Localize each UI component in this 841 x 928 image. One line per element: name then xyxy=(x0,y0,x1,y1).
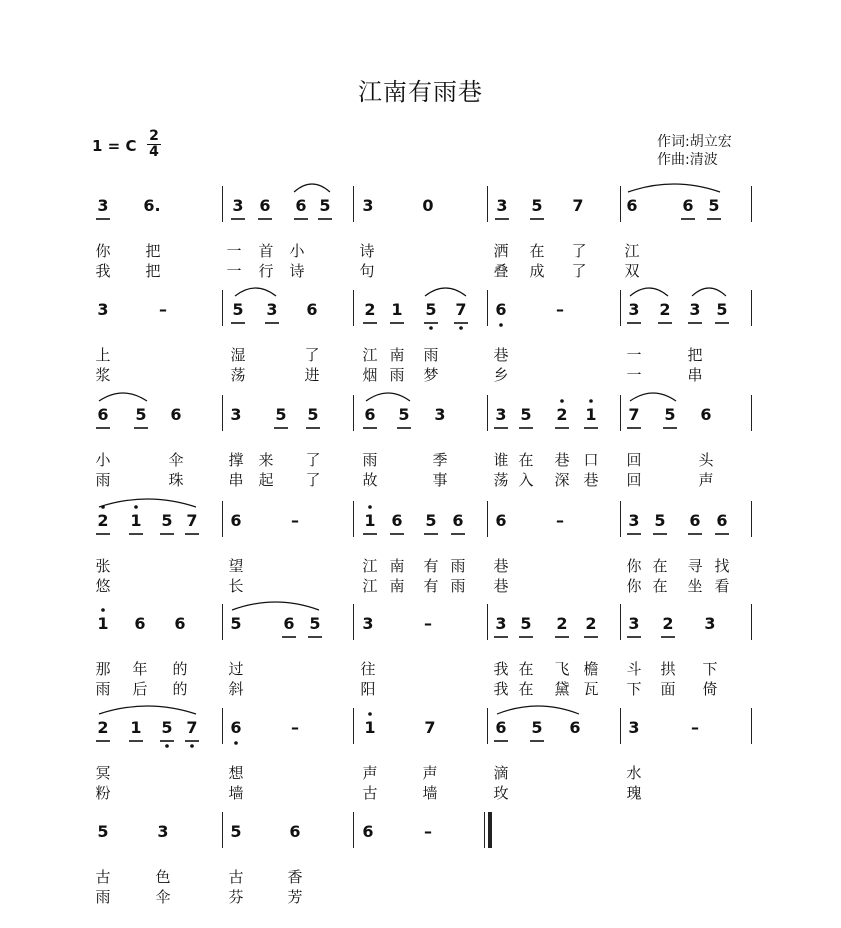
lyric-verse-1: 雨 xyxy=(423,346,439,364)
lyric-verse-2: 成 xyxy=(529,262,545,280)
note: 5 xyxy=(664,405,676,424)
note: 6 xyxy=(452,511,464,530)
lyric-verse-2: 起 xyxy=(258,471,274,489)
lyric-verse-2: 一 xyxy=(626,366,642,384)
note: 6 xyxy=(230,718,242,737)
slur xyxy=(235,288,276,296)
slur xyxy=(425,288,466,296)
lyric-verse-1: 滴 xyxy=(493,764,509,782)
lyric-verse-1: 了 xyxy=(304,346,320,364)
lyric-verse-1: 巷 xyxy=(493,346,509,364)
octave-down-dot xyxy=(190,744,194,748)
lyric-verse-2: 长 xyxy=(228,577,244,595)
lyric-verse-1: 上 xyxy=(95,346,111,364)
lyric-verse-1: 古 xyxy=(228,868,244,886)
time-signature-bottom: 4 xyxy=(149,144,159,160)
lyric-verse-2: 巷 xyxy=(583,471,599,489)
octave-up-dot xyxy=(368,505,372,509)
octave-up-dot xyxy=(560,399,564,403)
time-signature-top: 2 xyxy=(149,128,159,144)
note: 5 xyxy=(232,300,244,319)
note: 6 xyxy=(134,614,146,633)
lyric-verse-2: 回 xyxy=(626,471,642,489)
note: 6 xyxy=(569,718,581,737)
lyric-verse-1: 小 xyxy=(289,242,305,260)
octave-down-dot xyxy=(459,326,463,330)
note: 3 xyxy=(689,300,701,319)
lyric-verse-2: 事 xyxy=(432,471,448,489)
lyric-verse-1: 江 xyxy=(624,242,640,260)
note: – xyxy=(556,511,564,530)
lyric-verse-2: 在 xyxy=(518,680,534,698)
slur xyxy=(366,393,410,401)
note: – xyxy=(291,511,299,530)
note: 3 xyxy=(97,300,109,319)
lyric-verse-2: 我 xyxy=(95,262,111,280)
lyric-verse-1: 南 xyxy=(389,346,405,364)
note: 5 xyxy=(230,822,242,841)
lyric-verse-1: 雨 xyxy=(362,451,378,469)
note: 1 xyxy=(97,614,109,633)
note: 2 xyxy=(97,511,109,530)
lyric-verse-1: 在 xyxy=(529,242,545,260)
lyric-verse-2: 烟 xyxy=(362,366,378,384)
note: 6 xyxy=(230,511,242,530)
lyric-verse-2: 下 xyxy=(626,680,642,698)
lyric-verse-1: 巷 xyxy=(554,451,570,469)
slur xyxy=(497,706,579,714)
lyric-verse-2: 入 xyxy=(518,471,534,489)
note: 5 xyxy=(716,300,728,319)
song-title: 江南有雨巷 xyxy=(358,78,483,106)
octave-up-dot xyxy=(589,399,593,403)
lyric-verse-2: 面 xyxy=(660,680,676,698)
lyric-verse-2: 粉 xyxy=(95,784,111,802)
slur xyxy=(628,184,720,192)
lyric-verse-1: 把 xyxy=(687,346,703,364)
lyric-verse-2: 荡 xyxy=(230,366,246,384)
note: – xyxy=(159,300,167,319)
octave-down-dot xyxy=(429,326,433,330)
note: 2 xyxy=(585,614,597,633)
lyric-verse-2: 巷 xyxy=(493,577,509,595)
lyric-verse-1: 年 xyxy=(132,660,148,678)
note: 3 xyxy=(628,511,640,530)
lyric-verse-2: 叠 xyxy=(493,262,509,280)
lyric-verse-1: 江 xyxy=(362,346,378,364)
note: 7 xyxy=(186,718,198,737)
slur xyxy=(630,393,676,401)
lyric-verse-2: 雨 xyxy=(95,471,111,489)
lyric-verse-2: 古 xyxy=(362,784,378,802)
lyric-verse-2: 声 xyxy=(698,471,714,489)
lyric-verse-1: 想 xyxy=(228,764,244,782)
lyric-verse-1: 拱 xyxy=(660,660,676,678)
credits xyxy=(657,133,732,169)
lyric-verse-2: 雨 xyxy=(95,888,111,906)
lyric-verse-2: 进 xyxy=(304,366,320,384)
lyric-verse-1: 冥 xyxy=(95,764,111,782)
note: 2 xyxy=(97,718,109,737)
note: 1 xyxy=(364,718,376,737)
slur xyxy=(294,184,330,192)
note: 6 xyxy=(391,511,403,530)
note: 3 xyxy=(230,405,242,424)
lyric-verse-1: 南 xyxy=(389,557,405,575)
octave-up-dot xyxy=(368,712,372,716)
lyric-verse-1: 张 xyxy=(95,557,111,575)
note: 5 xyxy=(425,511,437,530)
lyric-verse-2: 深 xyxy=(554,471,570,489)
note: 5 xyxy=(97,822,109,841)
lyric-verse-1: 雨 xyxy=(450,557,466,575)
lyric-verse-1: 了 xyxy=(305,451,321,469)
lyric-verse-1: 望 xyxy=(228,557,244,575)
note: – xyxy=(424,822,432,841)
lyric-verse-1: 的 xyxy=(172,660,188,678)
lyric-verse-1: 声 xyxy=(362,764,378,782)
lyric-verse-2: 串 xyxy=(228,471,244,489)
note: 6 xyxy=(97,405,109,424)
lyric-verse-2: 一 xyxy=(226,262,242,280)
slur xyxy=(99,706,196,714)
lyric-verse-2: 雨 xyxy=(450,577,466,595)
lyric-verse-2: 斜 xyxy=(228,680,244,698)
lyric-verse-1: 寻 xyxy=(687,557,703,575)
lyric-verse-2: 阳 xyxy=(360,680,376,698)
octave-down-dot xyxy=(499,323,503,327)
lyric-verse-1: 一 xyxy=(626,346,642,364)
note: 7 xyxy=(628,405,640,424)
lyric-verse-2: 倚 xyxy=(702,680,718,698)
note: 5 xyxy=(708,196,720,215)
note: 0 xyxy=(422,196,434,215)
note: 5 xyxy=(398,405,410,424)
lyric-verse-1: 一 xyxy=(226,242,242,260)
lyric-verse-2: 珠 xyxy=(168,471,184,489)
note: 3 xyxy=(362,196,374,215)
note: 6 xyxy=(700,405,712,424)
note: – xyxy=(424,614,432,633)
lyric-verse-1: 声 xyxy=(422,764,438,782)
note: 7 xyxy=(186,511,198,530)
note: 3 xyxy=(628,718,640,737)
slur xyxy=(232,602,319,610)
lyric-verse-2: 后 xyxy=(132,680,148,698)
note: 5 xyxy=(319,196,331,215)
note: 6 xyxy=(689,511,701,530)
note: 7 xyxy=(572,196,584,215)
note: 2 xyxy=(364,300,376,319)
lyric-verse-1: 把 xyxy=(145,242,161,260)
note: 5 xyxy=(531,718,543,737)
note: 6 xyxy=(283,614,295,633)
note: – xyxy=(691,718,699,737)
note: 1 xyxy=(364,511,376,530)
note: 5 xyxy=(520,614,532,633)
lyric-verse-2: 浆 xyxy=(95,366,111,384)
time-signature xyxy=(146,129,162,160)
lyric-verse-1: 古 xyxy=(95,868,111,886)
note: 6 xyxy=(495,511,507,530)
lyric-verse-1: 那 xyxy=(95,660,111,678)
note: 6 xyxy=(682,196,694,215)
note: 7 xyxy=(424,718,436,737)
row-marks xyxy=(0,176,841,276)
note: 3 xyxy=(704,614,716,633)
lyric-verse-1: 斗 xyxy=(626,660,642,678)
lyric-verse-2: 玫 xyxy=(493,784,509,802)
lyric-verse-1: 找 xyxy=(714,557,730,575)
note: 3 xyxy=(157,822,169,841)
note: 1 xyxy=(391,300,403,319)
lyric-verse-2: 南 xyxy=(389,577,405,595)
lyric-verse-2: 在 xyxy=(652,577,668,595)
lyric-verse-2: 双 xyxy=(624,262,640,280)
note: 2 xyxy=(662,614,674,633)
lyric-verse-1: 你 xyxy=(626,557,642,575)
lyric-verse-1: 你 xyxy=(95,242,111,260)
lyric-verse-2: 伞 xyxy=(155,888,171,906)
note: 5 xyxy=(275,405,287,424)
note: 6 xyxy=(495,300,507,319)
note: 3 xyxy=(266,300,278,319)
lyric-verse-2: 串 xyxy=(687,366,703,384)
lyric-verse-2: 悠 xyxy=(95,577,111,595)
lyric-verse-2: 坐 xyxy=(687,577,703,595)
lyric-verse-1: 首 xyxy=(258,242,274,260)
key-signature: 1 = C xyxy=(92,137,137,155)
lyric-verse-2: 行 xyxy=(258,262,274,280)
lyric-verse-1: 在 xyxy=(518,660,534,678)
note: 6 xyxy=(170,405,182,424)
lyric-verse-1: 诗 xyxy=(359,242,375,260)
lyric-verse-2: 把 xyxy=(145,262,161,280)
note: 5 xyxy=(307,405,319,424)
lyric-verse-2: 了 xyxy=(571,262,587,280)
lyric-verse-2: 黛 xyxy=(554,680,570,698)
lyric-verse-1: 伞 xyxy=(168,451,184,469)
lyric-verse-1: 我 xyxy=(493,660,509,678)
note: 3 xyxy=(97,196,109,215)
lyric-verse-2: 瓦 xyxy=(583,680,599,698)
lyric-verse-1: 色 xyxy=(155,868,171,886)
note: 1 xyxy=(130,511,142,530)
note: 2 xyxy=(659,300,671,319)
note: 3 xyxy=(628,614,640,633)
note: 6 xyxy=(174,614,186,633)
note: 5 xyxy=(425,300,437,319)
lyric-verse-1: 撑 xyxy=(228,451,244,469)
note: 6 xyxy=(716,511,728,530)
note: 6 xyxy=(364,405,376,424)
note: 6. xyxy=(143,196,161,215)
lyric-verse-2: 江 xyxy=(362,577,378,595)
lyric-verse-2: 有 xyxy=(423,577,439,595)
note: 6 xyxy=(289,822,301,841)
composer: 作曲:清波 xyxy=(657,152,718,168)
lyric-verse-2: 的 xyxy=(172,680,188,698)
lyric-verse-2: 雨 xyxy=(95,680,111,698)
lyric-verse-1: 檐 xyxy=(583,660,599,678)
slur xyxy=(630,288,668,296)
slur xyxy=(692,288,726,296)
lyric-verse-2: 墙 xyxy=(422,784,438,802)
lyric-verse-1: 洒 xyxy=(493,242,509,260)
note: 3 xyxy=(362,614,374,633)
lyric-verse-2: 看 xyxy=(714,577,730,595)
lyric-verse-2: 了 xyxy=(305,471,321,489)
note: 3 xyxy=(628,300,640,319)
note: 5 xyxy=(520,405,532,424)
lyric-verse-2: 我 xyxy=(493,680,509,698)
lyric-verse-2: 句 xyxy=(359,262,375,280)
lyric-verse-1: 了 xyxy=(571,242,587,260)
lyric-verse-1: 口 xyxy=(583,451,599,469)
lyric-verse-1: 有 xyxy=(423,557,439,575)
note: 3 xyxy=(496,196,508,215)
lyric-verse-2: 瑰 xyxy=(626,784,642,802)
lyric-verse-2: 芬 xyxy=(228,888,244,906)
lyric-verse-2: 雨 xyxy=(389,366,405,384)
lyric-verse-1: 下 xyxy=(702,660,718,678)
note: 7 xyxy=(455,300,467,319)
lyric-verse-2: 你 xyxy=(626,577,642,595)
lyric-verse-2: 墙 xyxy=(228,784,244,802)
note: 1 xyxy=(585,405,597,424)
lyric-verse-1: 回 xyxy=(626,451,642,469)
lyric-verse-2: 乡 xyxy=(493,366,509,384)
octave-up-dot xyxy=(134,505,138,509)
note: 6 xyxy=(626,196,638,215)
note: 5 xyxy=(161,718,173,737)
note: 5 xyxy=(135,405,147,424)
row-marks xyxy=(0,802,841,902)
lyric-verse-1: 季 xyxy=(432,451,448,469)
lyric-verse-1: 巷 xyxy=(493,557,509,575)
lyric-verse-1: 在 xyxy=(652,557,668,575)
note: 5 xyxy=(309,614,321,633)
lyric-verse-2: 梦 xyxy=(423,366,439,384)
octave-down-dot xyxy=(234,741,238,745)
note: 6 xyxy=(306,300,318,319)
note: 5 xyxy=(654,511,666,530)
note: 2 xyxy=(556,614,568,633)
note: 5 xyxy=(531,196,543,215)
note: 6 xyxy=(259,196,271,215)
lyric-verse-1: 飞 xyxy=(554,660,570,678)
note: 3 xyxy=(434,405,446,424)
lyric-verse-1: 在 xyxy=(518,451,534,469)
note: 5 xyxy=(161,511,173,530)
lyric-verse-2: 故 xyxy=(362,471,378,489)
note: 2 xyxy=(556,405,568,424)
note: – xyxy=(291,718,299,737)
note: 6 xyxy=(495,718,507,737)
slur xyxy=(99,499,196,507)
octave-up-dot xyxy=(101,608,105,612)
lyric-verse-1: 湿 xyxy=(230,346,246,364)
note: 3 xyxy=(495,405,507,424)
lyric-verse-1: 香 xyxy=(287,868,303,886)
lyric-verse-1: 往 xyxy=(360,660,376,678)
note: 5 xyxy=(230,614,242,633)
lyric-verse-2: 诗 xyxy=(289,262,305,280)
lyric-verse-1: 谁 xyxy=(493,451,509,469)
octave-down-dot xyxy=(165,744,169,748)
note: 3 xyxy=(495,614,507,633)
lyric-verse-1: 江 xyxy=(362,557,378,575)
lyric-verse-2: 荡 xyxy=(493,471,509,489)
note: 6 xyxy=(295,196,307,215)
note: 6 xyxy=(362,822,374,841)
note: 1 xyxy=(130,718,142,737)
lyric-verse-2: 芳 xyxy=(287,888,303,906)
lyric-verse-1: 小 xyxy=(95,451,111,469)
note: 3 xyxy=(232,196,244,215)
lyric-verse-1: 来 xyxy=(258,451,274,469)
slur xyxy=(99,393,147,401)
lyricist: 作词:胡立宏 xyxy=(657,134,732,150)
lyric-verse-1: 头 xyxy=(698,451,714,469)
lyric-verse-1: 水 xyxy=(626,764,642,782)
note: – xyxy=(556,300,564,319)
lyric-verse-1: 过 xyxy=(228,660,244,678)
